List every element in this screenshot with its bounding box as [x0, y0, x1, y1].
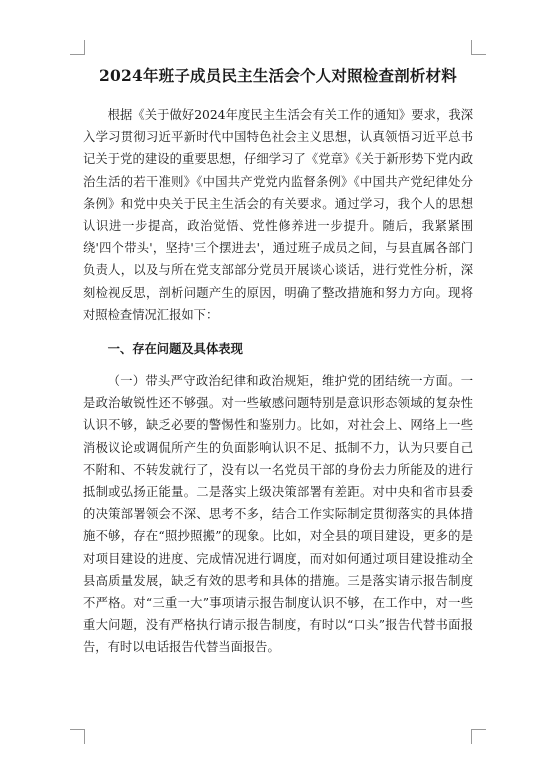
corner-mark-top-right [471, 40, 486, 55]
document-body [83, 64, 473, 659]
document-title: 2024年班子成员民主生活会个人对照检查剖析材料 [99, 66, 457, 85]
section-paragraph: （一）带头严守政治纪律和政治规矩，维护党的团结统一方面。一是政治敏锐性还不够强。对一些敏感问题特别是意识形态领域的复杂性认识不够，缺乏必要的警惕性和鉴别力。比如，对社会上、网络上一些消极议论或调侃所产生的负面影响认识不足、抵制不力，认为只要自己不附和、不转发就行了，没有以一名党员干部的身份去力所能及的进行抵制或弘扬正能量。二是落实上级决策部署有差距。对中央和省市县委的决策部署领会不深、思考不多，结合工作实际制定贯彻落实的具体措施不够，存在“照抄照搬”的现象。比如，对全县的项目建设，更多的是对项目建设的进度、完成情况进行调度，而对如何通过项目建设推动全县高质量发展，缺乏有效的思考和具体的措施。三是落实请示报告制度不严格。对“三重一大”事项请示报告制度认识不够，在工作中，对一些重大问题，没有严格执行请示报告制度，有时以“口头”报告代替书面报告，有时以电话报告代替当面报告。 [83, 374, 473, 655]
corner-mark-bottom-right [471, 729, 486, 744]
corner-mark-bottom-left [70, 729, 85, 744]
section-heading: 一、存在问题及具体表现 [107, 341, 243, 357]
corner-mark-top-left [70, 40, 85, 55]
intro-paragraph: 根据《关于做好2024年度民主生活会有关工作的通知》要求，我深入学习贯彻习近平新时代中国特色社会主义思想，认真领悟习近平总书记关于党的建设的重要思想，仔细学习了《党章》《关于新形势下党内政治生活的若干准则》《中国共产党党内监督条例》《中国共产党纪律处分条例》和党中央关于民主生活会的有关要求。通过学习，我个人的思想认识进一步提高，政治觉悟、党性修养进一步提升。随后，我紧紧围绕'四个带头'，坚持'三个摆进去'，通过班子成员之间，与县直属各部门负责人，以及与所在党支部部分党员开展谈心谈话，进行党性分析，深刻检视反思，剖析问题产生的原因，明确了整改措施和努力方向。现将对照检查情况汇报如下： [83, 108, 473, 322]
